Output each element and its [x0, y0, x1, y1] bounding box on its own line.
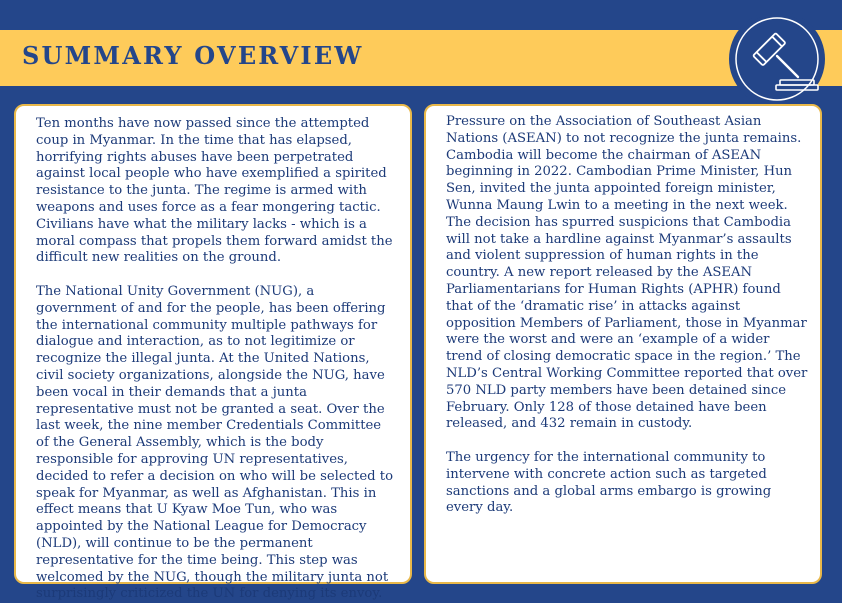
paragraph: The urgency for the international community to intervene with concrete action such as targeted sanctions and a global arms embargo is growing every day.: [446, 449, 772, 516]
title-banner: [0, 30, 842, 86]
paragraph: Pressure on the Association of Southeast Asian Nations (ASEAN) to not recognize the junta remains. Cambodia will become the chairman of ASEAN beginning in 2022. Cambodian Prime Minister, Hun Sen, invited the junta appointed foreign minister, Wunna Maung Lwin to a meeting in the next week. The decision has spurred suspicions that Cambodia will not take a hardline against Myanmar’s assaults and violent suppression of human rights in the country. A new report released by the ASEAN Parliamentarians for Human Rights (APHR) found that of the ‘dramatic rise’ in attacks against opposition Members of Parliament, those in Myanmar were the worst and were an ‘example of a wider trend of closing democratic space in the region.’ The NLD’s Central Working Committee reported that over 570 NLD party members have been detained since February. Only 128 of those detained have been released, and 432 remain in custody.: [446, 114, 808, 432]
paragraph: The National Unity Government (NUG), a government of and for the people, has been offering the international community multiple pathways for dialogue and interaction, as to not legitimize or recognize the illegal junta. At the United Nations, civil society organizations, alongside the NUG, have been vocal in their demands that a junta representative must not be granted a seat. Over the last week, the nine member Credentials Committee of the General Assembly, which is the body responsible for approving UN representatives, decided to refer a decision on who will be selected to speak for Myanmar, as well as Afghanistan. This in effect means that U Kyaw Moe Tun, who was appointed by the National League for Democracy (NLD), will continue to be the permanent representative for the time being. This step was welcomed by the NUG, though the military junta not surprisingly criticized the UN for denying its envoy.: [36, 283, 394, 602]
paragraph: Ten months have now passed since the attempted coup in Myanmar. In the time that has elapsed, horrifying rights abuses have been perpetrated against local people who have exemplified a spirited resistance to the junta. The regime is armed with weapons and uses force as a fear mongering tactic. Civilians have what the military lacks - which is a moral compass that propels them forward amidst the difficult new realities on the ground.: [36, 116, 393, 266]
top-strip: [0, 0, 842, 30]
gavel-icon: [729, 11, 825, 107]
page-title: SUMMARY OVERVIEW: [22, 41, 364, 70]
right-column-panel: [424, 104, 822, 584]
left-column-panel: [14, 104, 412, 602]
